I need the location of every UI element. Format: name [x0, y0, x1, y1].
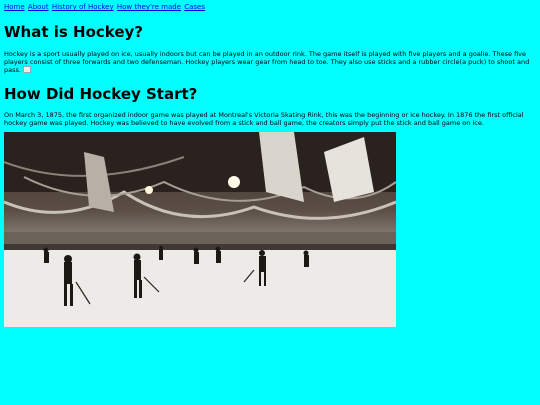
historic-hockey-photo	[4, 132, 396, 327]
broken-image-icon	[23, 66, 31, 73]
nav-link-history[interactable]: History of Hockey	[51, 3, 114, 11]
paragraph-what-is-hockey-text: Hockey is a sport usually played on ice, usually indoors but can be played in an outdoor rink. The game itself is played with five players and a goalie. These five players consist of three forwards and two defenseman. Hockey players wear gear from head to toe. They also use sticks and a rubber circle(a puck) to shoot and pass.	[4, 50, 530, 74]
nav-link-home[interactable]: Home	[4, 3, 25, 11]
paragraph-how-did-hockey-start: On March 3, 1875, the first organized indoor game was played at Montreal's Victoria Skating Rink, this was the beginning or ice hockey. In 1876 the first official hockey game was played. Hockey was believed to have evolved from a stick and ball game, the creators simply put the stick and ball game on ice.	[4, 111, 524, 127]
heading-what-is-hockey: What is Hockey?	[4, 23, 144, 41]
nav-bar	[4, 3, 536, 12]
historic-hockey-photo-art	[4, 132, 396, 327]
nav-link-how-made[interactable]: How they're made	[116, 3, 181, 11]
nav-link-about[interactable]: About	[27, 3, 49, 11]
paragraph-what-is-hockey	[4, 50, 536, 74]
nav-link-cases[interactable]: Cases	[184, 3, 206, 11]
heading-how-did-hockey-start: How Did Hockey Start?	[4, 85, 198, 103]
